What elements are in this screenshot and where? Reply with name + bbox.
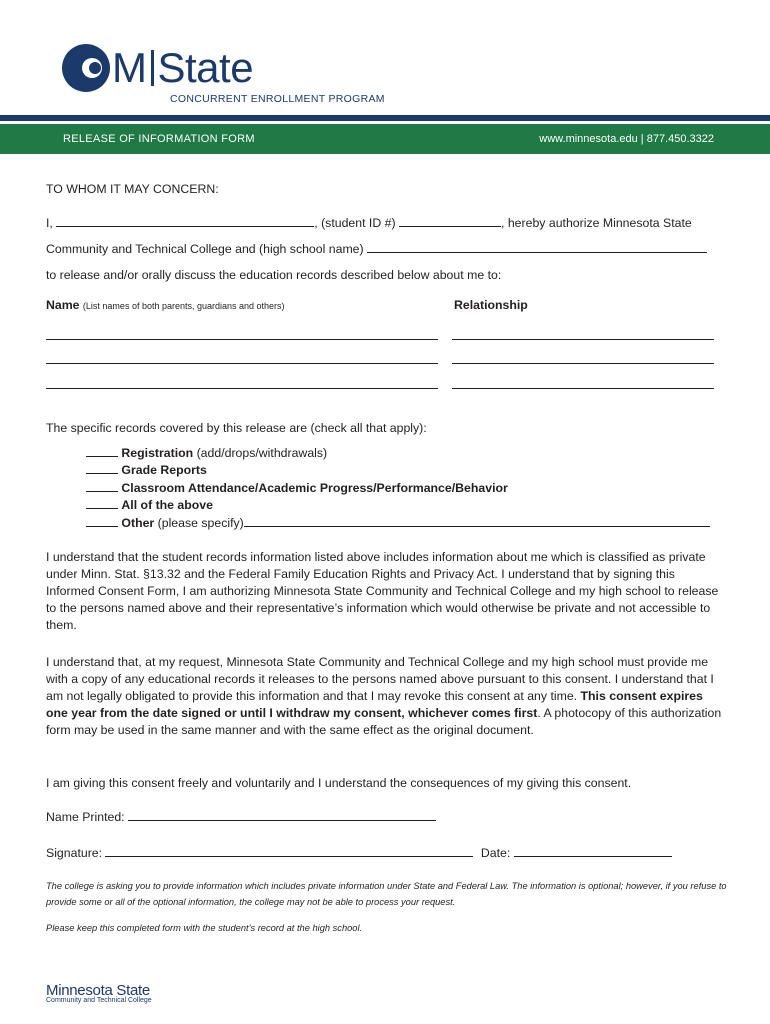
person-name-field[interactable] xyxy=(46,363,438,364)
salutation: TO WHOM IT MAY CONCERN: xyxy=(46,182,219,196)
voluntary-statement: I am giving this consent freely and voluntarily and I understand the consequences of my giving this consent. xyxy=(46,776,632,790)
checkbox-blank[interactable] xyxy=(86,480,118,492)
person-name-field[interactable] xyxy=(46,388,438,389)
name-printed-field[interactable] xyxy=(128,809,436,821)
program-name: CONCURRENT ENROLLMENT PROGRAM xyxy=(170,93,385,105)
authorization-line-2 xyxy=(46,241,707,258)
relationship-label: Relationship xyxy=(454,298,528,312)
relationship-field[interactable] xyxy=(452,363,714,364)
high-school-name-field[interactable] xyxy=(367,241,707,253)
relationship-field[interactable] xyxy=(452,339,714,340)
brand-state: State xyxy=(157,44,254,91)
privacy-paragraph: I understand that the student records information listed above includes information about me which is classified as private under Minn. Stat. §13.32 and the Federal Family Education Rights and Privacy Act. I understand that by signing this Informed Consent Form, I am authorizing Minnesota State Community and Technical College and my high school to release to the persons named above and their representative’s information which would otherwise be private and not accessible to them. xyxy=(46,550,719,632)
checkbox-blank[interactable] xyxy=(86,497,118,509)
authorization-text-school: Community and Technical College and (high school name) xyxy=(46,242,368,256)
contact-info: www.minnesota.edu | 877.450.3322 xyxy=(539,133,714,145)
date-label: Date: xyxy=(480,846,514,860)
other-specify-field[interactable] xyxy=(244,515,710,527)
signature-row xyxy=(46,845,672,862)
checkbox-blank[interactable] xyxy=(86,515,118,527)
relationship-field[interactable] xyxy=(452,388,714,389)
records-intro: The specific records covered by this release are (check all that apply): xyxy=(46,421,427,435)
footer-logo xyxy=(46,982,152,1004)
expiration-statement: This consent expires one year from the date signed or until I withdraw my consent, whichever comes first xyxy=(46,689,703,720)
record-option-registration: Registration (add/drops/withdrawals) xyxy=(86,445,327,462)
footer-logo-subtitle: Community and Technical College xyxy=(46,997,152,1004)
name-printed-row xyxy=(46,809,436,826)
checkbox-blank[interactable] xyxy=(86,462,118,474)
authorization-text-id: , (student ID #) xyxy=(314,216,399,230)
record-option-grade-reports: Grade Reports xyxy=(86,462,207,479)
header-band xyxy=(0,124,770,154)
footer-logo-name: Minnesota State xyxy=(46,982,150,999)
record-option-all: All of the above xyxy=(86,497,213,514)
checkbox-blank[interactable] xyxy=(86,445,118,457)
signature-field[interactable] xyxy=(105,845,473,857)
name-label: Name xyxy=(46,298,80,312)
record-option-other: Other (please specify) xyxy=(86,515,710,532)
student-name-field[interactable] xyxy=(56,215,314,227)
brand-m: M xyxy=(112,44,147,91)
consent-paragraph: I understand that, at my request, Minnesota State Community and Technical College and my high school must provide me with a copy of any educational records it releases to the persons named above pursuant to this consent. I understand that I am not legally obligated to provide this information and that I may revoke this consent at any time. This consent expires one year from the date signed or until I withdraw my consent, whichever comes first. A photocopy of this authorization form may be used in the same manner and with the same effect as the original document. xyxy=(46,655,722,737)
record-option-classroom-attendance: Classroom Attendance/Academic Progress/Performance/Behavior xyxy=(86,480,508,497)
brand-divider xyxy=(151,50,154,86)
authorization-text-i: I, xyxy=(46,216,57,230)
persons-name-header xyxy=(46,297,285,315)
student-id-field[interactable] xyxy=(399,215,501,227)
form-title: RELEASE OF INFORMATION FORM xyxy=(63,133,255,145)
signature-label: Signature: xyxy=(46,846,106,860)
record-keeping-note: Please keep this completed form with the student’s record at the high school. xyxy=(46,923,363,933)
date-field[interactable] xyxy=(514,845,672,857)
authorization-line-1 xyxy=(46,215,692,232)
authorization-line-3: to release and/or orally discuss the education records described below about me to: xyxy=(46,268,502,282)
name-printed-label: Name Printed: xyxy=(46,810,129,824)
name-hint: (List names of both parents, guardians and others) xyxy=(82,301,285,311)
person-name-field[interactable] xyxy=(46,339,438,340)
logo-mark-icon xyxy=(60,42,112,94)
optional-information-note: The college is asking you to provide information which includes private information under State and Federal Law. The information is optional; however, if you refuse to provide some or all of the optional information, the college may not be able to process your request. xyxy=(46,881,727,907)
brand-wordmark xyxy=(112,44,253,92)
header-rule xyxy=(0,115,770,121)
authorization-text-authorize: , hereby authorize Minnesota State xyxy=(501,216,692,230)
